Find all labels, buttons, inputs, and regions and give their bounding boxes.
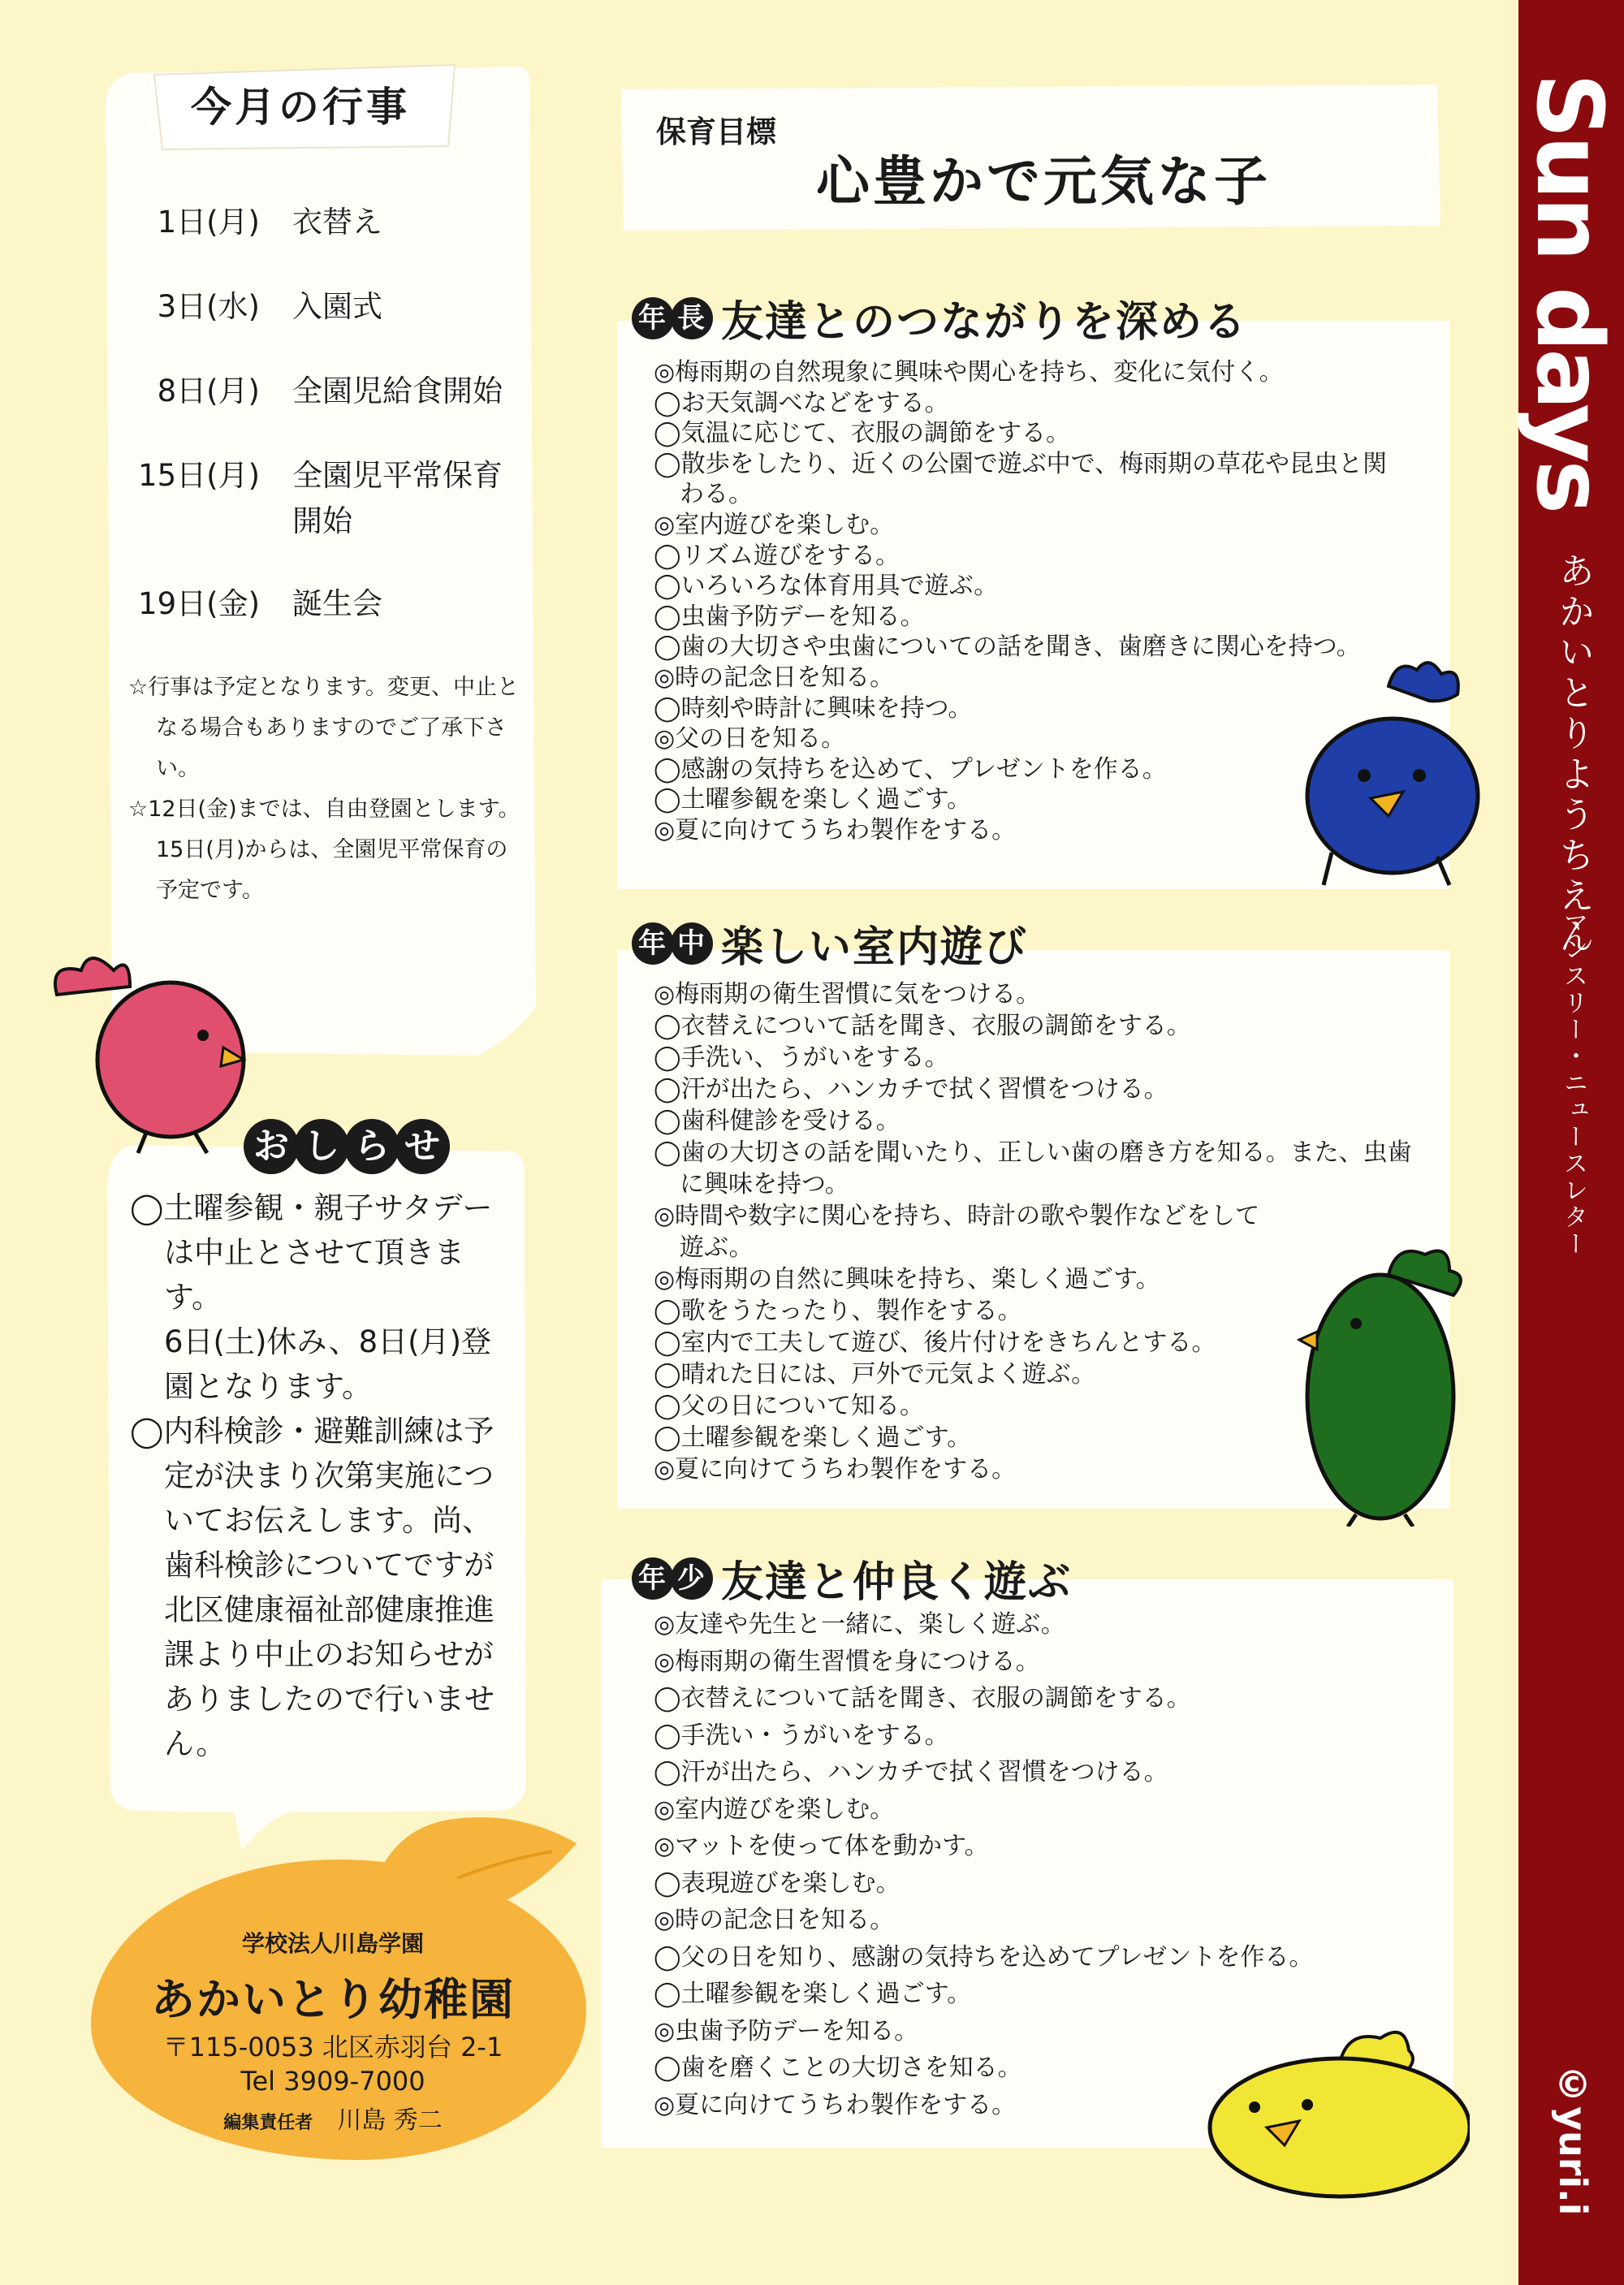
event-date: 8日(月) [157,374,260,408]
editor-line [122,2100,544,2136]
event-row [122,369,528,414]
age-badge: 年 [632,297,674,339]
age-badge: 年 [632,922,674,965]
osirase-body [130,1186,512,1766]
events-note: ☆12日(金)までは、自由登園とします。15日(月)からは、全園児平常保育の予定です。 [128,797,520,903]
osirase-item: 6日(土)休み、8日(月)登園となります。 [164,1324,492,1404]
osirase-title [244,1119,445,1181]
masthead-title: Sun days [1516,73,1622,512]
school-name: あかいとり幼稚園 [151,1974,515,2025]
list-item: ◎マットを使って体を動かす。 [654,1832,989,1860]
list-item: ◎友達や先生と一緒に、楽しく遊ぶ。 [654,1610,1065,1639]
list-item: ◯時刻や時計に興味を持つ。 [654,693,973,723]
list-item: ◯衣替えについて話を聞き、衣服の調節をする。 [654,1012,1191,1040]
list-item: ◎梅雨期の自然現象に興味や関心を持ち、変化に気付く。 [654,358,1284,387]
section-heading [632,287,1247,348]
event-text: 全園児給食開始 [292,374,503,408]
green-bird-illustration [1267,1226,1486,1527]
age-badge: 長 [671,297,713,339]
list-item: ◎梅雨期の自然に興味を持ち、楽しく過ごす。 [654,1265,1160,1294]
editor-name: 川島 秀二 [337,2106,443,2135]
event-row [122,581,528,627]
goal-text: 心豊かで元気な子 [816,150,1271,213]
blue-bird-illustration [1275,654,1486,897]
event-text: 衣替え [292,205,382,240]
osirase-char: お [244,1119,299,1174]
age-badge: 中 [671,922,713,965]
event-date: 15日(月) [138,458,260,493]
list-item: ◯歌をうたったり、製作をする。 [654,1297,1022,1325]
event-row [122,453,503,544]
list-item: ◯表現遊びを楽しむ。 [654,1868,901,1898]
list-item: ◎時間や数字に関心を持ち、時計の歌や製作などをして遊ぶ。 [654,1202,1260,1262]
section-title: 友達とのつながりを深める [721,298,1248,347]
events-notes [128,667,526,911]
list-item: ◯手洗い、うがいをする。 [654,1043,949,1072]
list-item: ◎時の記念日を知る。 [654,663,895,692]
section-heading [632,1548,1072,1609]
list-item: ◎室内遊びを楽しむ。 [654,510,895,539]
event-row [122,200,528,245]
list-item: ◯感謝の気持ちを込めて、プレゼントを作る。 [654,754,1167,784]
section-heading [632,913,1028,974]
section-title: 楽しい室内遊び [721,923,1029,972]
newsletter-subtitle: マンスリー・ニュースレター [1559,909,1587,1258]
tel-line: Tel 3909-7000 [240,2066,425,2097]
events-title: 今月の行事 [191,84,410,131]
list-item: ◯汗が出たら、ハンカチで拭く習慣をつける。 [654,1075,1168,1104]
editor-label: 編集責任者 [223,2113,313,2133]
age-badge: 少 [671,1557,713,1600]
osirase-char: ら [344,1119,400,1174]
list-item: ◯お天気調べなどをする。 [654,388,949,417]
list-item: ◯晴れた日には、戸外で元気よく遊ぶ。 [654,1360,1096,1389]
list-item: ◯衣替えについて話を聞き、衣服の調節をする。 [654,1684,1191,1713]
list-item: ◎夏に向けてうちわ製作をする。 [654,1455,1017,1484]
list-item: ◎時の記念日を知る。 [654,1906,895,1934]
list-item: ◎梅雨期の衛生習慣を身につける。 [654,1647,1040,1676]
copyright: ©yuri.i [1551,2063,1595,2216]
list-item: ◎室内遊びを楽しむ。 [654,1795,895,1824]
list-item: ◎父の日を知る。 [654,724,846,754]
list-item: ◎虫歯予防デーを知る。 [654,2016,919,2045]
osirase-item: ◯土曜参観・親子サタデーは中止とさせて頂きます。 [130,1190,493,1315]
event-date: 19日(金) [138,586,260,621]
list-item: ◯室内で工夫して遊び、後片付けをきちんとする。 [654,1328,1216,1357]
event-date: 3日(水) [157,289,260,324]
osirase-char: せ [395,1119,450,1174]
list-item: ◯いろいろな体育用具で遊ぶ。 [654,572,999,601]
list-item: ◯リズム遊びをする。 [654,541,900,570]
list-item: ◯散歩をしたり、近くの公園で遊ぶ中で、梅雨期の草花や昆虫と関わる。 [654,449,1387,509]
list-item: ◯土曜参観を楽しく過ごす。 [654,1423,972,1452]
list-item: ◯虫歯予防デーを知る。 [654,602,925,631]
event-row [122,284,528,330]
list-item: ◯父の日を知り、感謝の気持ちを込めてプレゼントを作る。 [654,1942,1314,1972]
event-text: 誕生会 [292,586,382,621]
event-date: 1日(月) [157,205,260,240]
list-item: ◯汗が出たら、ハンカチで拭く習慣をつける。 [654,1758,1168,1786]
event-text: 全園児平常保育開始 [292,458,503,538]
list-item: ◯父の日について知る。 [654,1392,924,1420]
list-item: ◯歯科健診を受ける。 [654,1107,901,1135]
list-item: ◯気温に応じて、衣服の調節をする。 [654,419,1070,448]
event-text: 入園式 [292,289,382,324]
goal-label: 保育目標 [656,114,776,149]
address-line: 〒115-0053 北区赤羽台 2-1 [162,2032,503,2063]
list-item: ◯歯を磨くことの大切さを知る。 [654,2054,1022,2082]
yellow-bird-illustration [1177,2014,1470,2201]
list-item: ◯土曜参観を楽しく過ごす。 [654,1980,972,2008]
pink-bird-illustration [41,946,252,1157]
age-badge: 年 [632,1557,674,1600]
osirase-item: ◯内科検診・避難訓練は予定が決まり次第実施についてお伝えします。尚、歯科検診についてですが北区健康福祉部健康推進課より中止のお知らせがありましたので行いません。 [130,1414,495,1761]
school-address [122,2030,544,2098]
school-corporation: 学校法人川島学園 [241,1930,424,1957]
list-item: ◎夏に向けてうちわ製作をする。 [654,2090,1017,2119]
list-item: ◯土曜参観を楽しく過ごす。 [654,785,972,814]
list-item: ◯歯の大切さの話を聞いたり、正しい歯の磨き方を知る。また、虫歯に興味を持つ。 [654,1138,1412,1199]
list-item: ◯手洗い・うがいをする。 [654,1721,949,1750]
osirase-char: し [294,1119,349,1174]
list-item: ◎梅雨期の衛生習慣に気をつける。 [654,980,1041,1009]
section-title: 友達と仲良く遊ぶ [721,1558,1073,1607]
list-item: ◎夏に向けてうちわ製作をする。 [654,815,1017,844]
list-item: ◯歯の大切さや虫歯についての話を聞き、歯磨きに関心を持つ。 [654,633,1361,662]
school-name-kana: あかいとりようちえん [1553,552,1594,958]
events-note: ☆行事は予定となります。変更、中止となる場合もありますのでご了承下さい。 [128,675,520,781]
